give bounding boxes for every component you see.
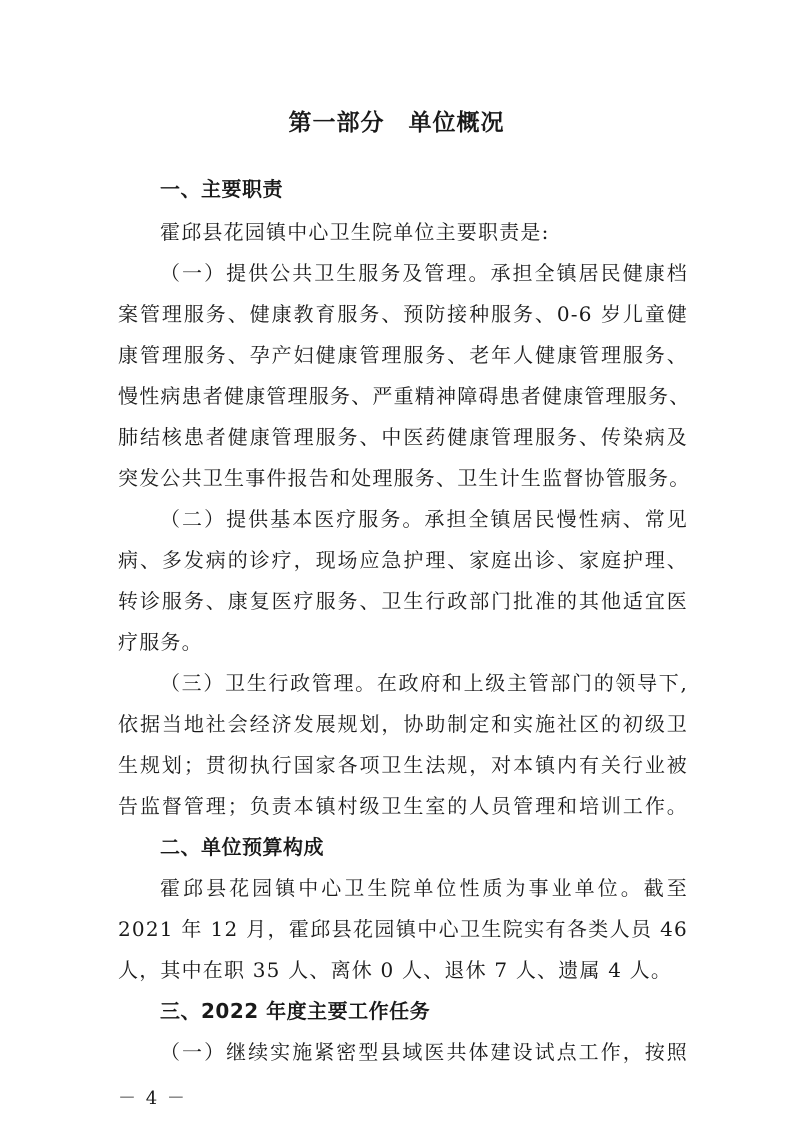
section-heading-tasks: 三、2022 年度主要工作任务 <box>160 999 431 1023</box>
paragraph-line: 慢性病患者健康管理服务、严重精神障碍患者健康管理服务、 <box>118 384 691 408</box>
paragraph-line: 病、多发病的诊疗，现场应急护理、家庭出诊、家庭护理、 <box>118 548 688 572</box>
paragraph-line: 生规划；贯彻执行国家各项卫生法规，对本镇内有关行业被 <box>118 753 688 777</box>
page-number: － 4 － <box>118 1088 187 1109</box>
page-title: 第一部分 单位概况 <box>288 110 505 136</box>
paragraph-line: 肺结核患者健康管理服务、中医药健康管理服务、传染病及 <box>118 425 688 449</box>
paragraph-line: 康管理服务、孕产妇健康管理服务、老年人健康管理服务、 <box>118 343 688 367</box>
paragraph-line: 告监督管理；负责本镇村级卫生室的人员管理和培训工作。 <box>118 794 688 818</box>
paragraph-line: 转诊服务、康复医疗服务、卫生行政部门批准的其他适宜医 <box>118 589 688 613</box>
paragraph-line: 霍邱县花园镇中心卫生院单位主要职责是: <box>160 220 550 244</box>
paragraph-line: （一）提供公共卫生服务及管理。承担全镇居民健康档 <box>160 261 688 285</box>
paragraph-line: 疗服务。 <box>118 630 203 654</box>
paragraph-line: （三）卫生行政管理。在政府和上级主管部门的领导下, <box>160 671 688 695</box>
paragraph-line: 人，其中在职 35 人、离休 0 人、退休 7 人、遗属 4 人。 <box>118 958 673 982</box>
section-heading-budget: 二、单位预算构成 <box>160 835 324 859</box>
paragraph-line: （二）提供基本医疗服务。承担全镇居民慢性病、常见 <box>160 507 688 531</box>
paragraph-line: 突发公共卫生事件报告和处理服务、卫生计生监督协管服务。 <box>118 466 691 490</box>
paragraph-line: 霍邱县花园镇中心卫生院单位性质为事业单位。截至 <box>160 876 688 900</box>
section-heading-responsibilities: 一、主要职责 <box>160 177 283 201</box>
paragraph-line: （一）继续实施紧密型县域医共体建设试点工作，按照 <box>160 1040 688 1064</box>
paragraph-line: 案管理服务、健康教育服务、预防接种服务、0-6 岁儿童健 <box>118 302 688 326</box>
paragraph-line: 2021 年 12 月，霍邱县花园镇中心卫生院实有各类人员 46 <box>118 917 688 941</box>
paragraph-line: 依据当地社会经济发展规划，协助制定和实施社区的初级卫 <box>118 712 688 736</box>
